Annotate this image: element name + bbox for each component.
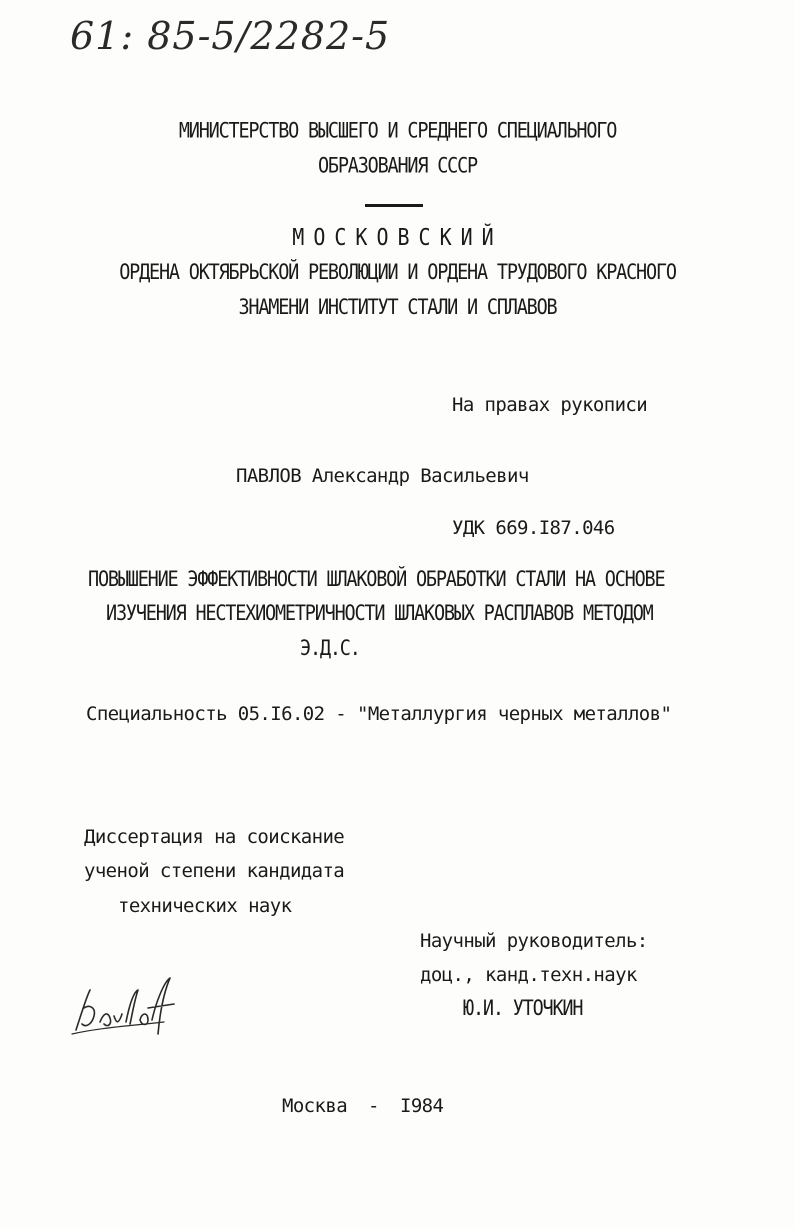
signature-handwritten (68, 972, 178, 1042)
degree-line-1: Диссертация на соискание (84, 826, 345, 848)
supervisor-line-3: Ю.И. УТОЧКИН (463, 996, 583, 1021)
title-line-3: Э.Д.С. (300, 636, 360, 661)
footer-year: I984 (400, 1095, 444, 1117)
footer-dash: - (368, 1095, 379, 1117)
institute-line-3: ЗНАМЕНИ ИНСТИТУТ СТАЛИ И СПЛАВОВ (238, 295, 557, 320)
supervisor-line-1: Научный руководитель: (420, 930, 648, 952)
ministry-line-1: МИНИСТЕРСТВО ВЫСШЕГО И СРЕДНЕГО СПЕЦИАЛЬНОГО (178, 119, 617, 144)
ministry-line-2: ОБРАЗОВАНИЯ СССР (317, 154, 477, 179)
degree-line-2: ученой степени кандидата (84, 860, 345, 882)
author-name: ПАВЛОВ Александр Васильевич (236, 465, 529, 487)
manuscript-note: На правах рукописи (452, 394, 648, 416)
separator-rule (365, 204, 423, 207)
institute-line-1: МОСКОВСКИЙ (292, 223, 503, 251)
udc-code: УДК 669.I87.046 (452, 517, 615, 539)
title-line-2: ИЗУЧЕНИЯ НЕСТЕХИОМЕТРИЧНОСТИ ШЛАКОВЫХ РАСПЛАВОВ МЕТОДОМ (106, 601, 653, 626)
title-line-1: ПОВЫШЕНИЕ ЭФФЕКТИВНОСТИ ШЛАКОВОЙ ОБРАБОТКИ СТАЛИ НА ОСНОВЕ (88, 567, 665, 592)
footer-city: Москва (282, 1095, 348, 1117)
archive-code-handwritten: 61: 85-5/2282-5 (70, 14, 391, 58)
institute-line-2: ОРДЕНА ОКТЯБРЬСКОЙ РЕВОЛЮЦИИ И ОРДЕНА ТРУДОВОГО КРАСНОГО (119, 260, 676, 285)
degree-line-3: технических наук (118, 895, 292, 917)
specialty: Специальность 05.I6.02 - "Металлургия черных металлов" (86, 703, 672, 725)
supervisor-line-2: доц., канд.техн.наук (420, 964, 637, 986)
